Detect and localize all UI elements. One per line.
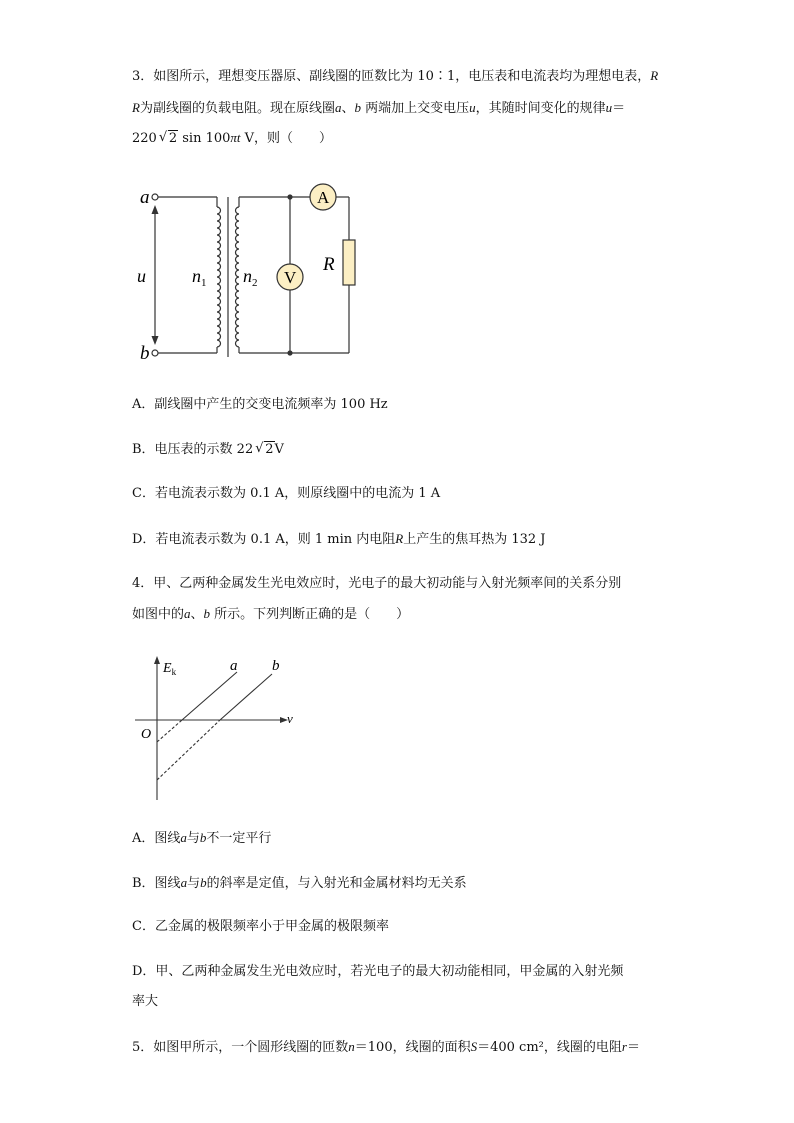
ammeter-label: A [317,188,330,207]
label-R: R [323,254,335,275]
graph-line-a-extension [157,720,182,742]
line-a-label: a [230,658,238,674]
q3-line-3: 220√ 2 sin 100πt V，则（ ） [132,128,332,149]
var-R: R [132,100,140,115]
q5-line-1: 5．如图甲所示，一个圆形线圈的匝数n＝100，线圈的面积S＝400 cm²，线圈的电阻r＝ [132,1039,640,1055]
label-b: b [140,343,150,364]
terminal-a [152,194,158,200]
origin-label: O [141,727,152,742]
q4-option-d-line-2: 率大 [132,994,159,1009]
terminal-b [152,350,158,356]
q4-option-c: C．乙金属的极限频率小于甲金属的极限频率 [132,919,389,934]
primary-coil [217,207,221,347]
var-R: R [650,68,659,83]
q3-line-1: 3．如图所示，理想变压器原、副线圈的匝数比为 10∶1，电压表和电流表均为理想电表，R [132,68,659,84]
q4-option-a: A．图线a与b不一定平行 [132,830,272,846]
q4-option-b: B．图线a与b的斜率是定值，与入射光和金属材料均无关系 [132,875,467,891]
y-axis-label: $E_k$ [163,661,177,677]
y-axis-arrow-icon [154,656,160,664]
arrow-up-icon [152,205,159,214]
label-n2: $n_2$ [243,266,258,289]
label-n1: $n_1$ [192,266,207,289]
resistor-R [343,240,355,285]
q3-option-d: D．若电流表示数为 0.1 A，则 1 min 内电阻R上产生的焦耳热为 132 J [132,531,546,547]
secondary-coil [236,207,240,347]
x-axis-label: ν [287,711,293,726]
label-u: u [137,266,146,286]
q4-option-d-line-1: D．甲、乙两种金属发生光电效应时，若光电子的最大初动能相同，甲金属的入射光频 [132,964,624,979]
q3-option-b: B．电压表的示数 22√ 2V [132,440,284,460]
q3-option-c: C．若电流表示数为 0.1 A，则原线圈中的电流为 1 A [132,486,441,501]
q4-line-1: 4．甲、乙两种金属发生光电效应时，光电子的最大初动能与入射光频率间的关系分别 [132,576,622,591]
label-a: a [140,187,150,208]
arrow-down-icon [152,336,159,345]
photoelectric-graph [130,650,310,805]
sqrt-symbol: √ 2 [159,129,178,149]
q3-option-a: A．副线圈中产生的交变电流频率为 100 Hz [132,397,388,412]
graph-line-b [220,674,272,720]
sqrt-symbol: √ 2 [255,440,274,460]
transformer-circuit-diagram [135,175,365,370]
line-b-label: b [272,658,280,674]
q4-line-2: 如图中的a、b 所示。下列判断正确的是（ ） [132,606,410,622]
voltmeter-label: V [284,268,297,287]
q3-line-2: R为副线圈的负载电阻。现在原线圈a、b 两端加上交变电压u，其随时间变化的规律u＝ [132,100,626,116]
graph-line-b-extension [157,720,220,780]
